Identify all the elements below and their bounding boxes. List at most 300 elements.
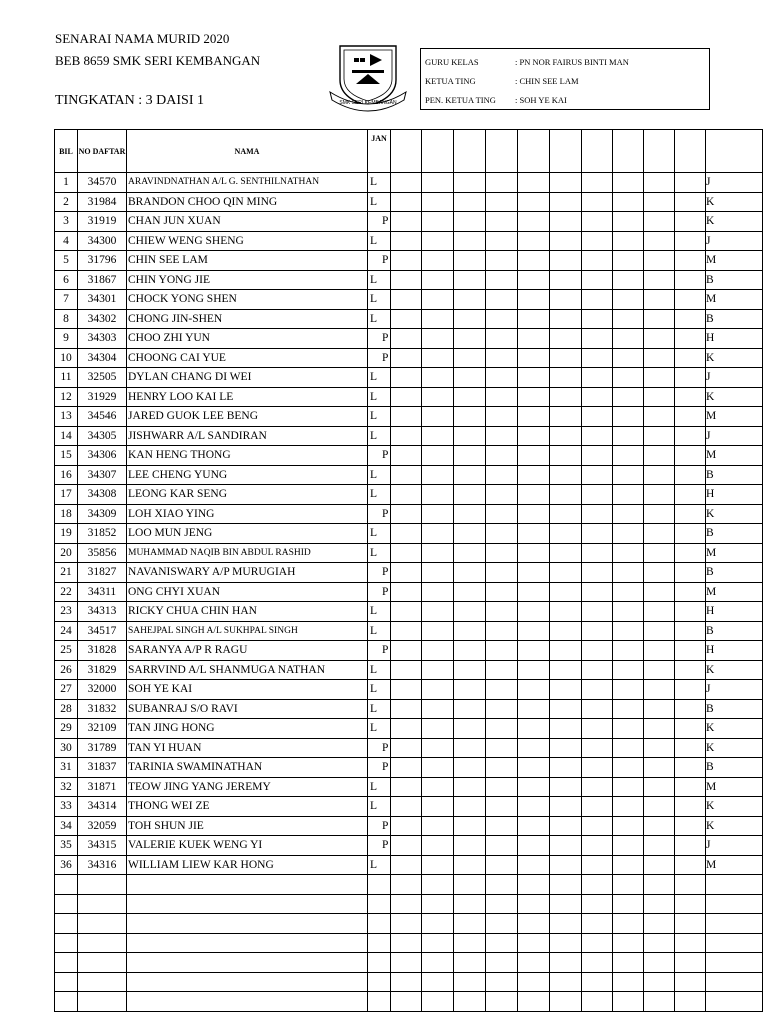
row-blank-cell: [613, 504, 644, 524]
row-blank-cell: [613, 719, 644, 739]
empty-cell: [706, 914, 763, 934]
table-row: [55, 173, 763, 193]
row-jantina: P: [368, 738, 391, 758]
row-bil: 10: [55, 348, 78, 368]
col-header-blank: [613, 130, 644, 173]
row-blank-cell: [550, 368, 582, 388]
empty-cell: [550, 953, 582, 973]
col-header-blank: [550, 130, 582, 173]
row-blank-cell: [644, 680, 675, 700]
row-blank-cell: [582, 231, 613, 251]
row-blank-cell: [675, 543, 706, 563]
table-row: [55, 816, 763, 836]
row-no-daftar: 32505: [78, 368, 127, 388]
row-blank-cell: [518, 563, 550, 583]
empty-cell: [78, 894, 127, 914]
row-blank-cell: [582, 387, 613, 407]
row-blank-cell: [644, 524, 675, 544]
row-blank-cell: [486, 348, 518, 368]
row-bil: 28: [55, 699, 78, 719]
row-bil: 7: [55, 290, 78, 310]
row-bil: 32: [55, 777, 78, 797]
row-bil: 3: [55, 212, 78, 232]
row-bil: 30: [55, 738, 78, 758]
empty-cell: [78, 972, 127, 992]
empty-cell: [486, 933, 518, 953]
row-blank-cell: [675, 368, 706, 388]
row-blank-cell: [518, 387, 550, 407]
empty-cell: [675, 933, 706, 953]
row-blank-cell: [422, 758, 454, 778]
row-blank-cell: [454, 563, 486, 583]
row-blank-cell: [518, 329, 550, 349]
row-blank-cell: [391, 816, 422, 836]
row-jantina: L: [368, 660, 391, 680]
row-blank-cell: [675, 660, 706, 680]
row-blank-cell: [518, 192, 550, 212]
empty-row: [55, 875, 763, 895]
table-row: [55, 407, 763, 427]
row-house: B: [706, 758, 763, 778]
empty-cell: [675, 914, 706, 934]
row-blank-cell: [391, 290, 422, 310]
row-blank-cell: [422, 524, 454, 544]
row-blank-cell: [391, 699, 422, 719]
empty-cell: [55, 953, 78, 973]
row-blank-cell: [675, 836, 706, 856]
row-no-daftar: 31867: [78, 270, 127, 290]
row-bil: 5: [55, 251, 78, 271]
row-no-daftar: 31832: [78, 699, 127, 719]
row-blank-cell: [613, 621, 644, 641]
row-blank-cell: [486, 602, 518, 622]
row-blank-cell: [422, 192, 454, 212]
empty-cell: [368, 894, 391, 914]
empty-row: [55, 972, 763, 992]
info-label: PEN. KETUA TING: [425, 95, 496, 105]
row-blank-cell: [422, 348, 454, 368]
empty-cell: [454, 875, 486, 895]
empty-cell: [518, 894, 550, 914]
row-no-daftar: 34305: [78, 426, 127, 446]
row-blank-cell: [518, 836, 550, 856]
row-blank-cell: [422, 719, 454, 739]
school-code-name: BEB 8659 SMK SERI KEMBANGAN: [55, 53, 261, 68]
row-blank-cell: [486, 251, 518, 271]
row-blank-cell: [518, 543, 550, 563]
row-blank-cell: [550, 231, 582, 251]
row-house: M: [706, 582, 763, 602]
row-blank-cell: [518, 407, 550, 427]
table-row: [55, 368, 763, 388]
row-no-daftar: 34517: [78, 621, 127, 641]
row-blank-cell: [582, 173, 613, 193]
empty-cell: [550, 992, 582, 1012]
row-nama: CHAN JUN XUAN: [127, 212, 368, 232]
col-header-blank: [644, 130, 675, 173]
row-blank-cell: [613, 309, 644, 329]
table-row: [55, 660, 763, 680]
row-jantina: L: [368, 309, 391, 329]
row-blank-cell: [613, 524, 644, 544]
row-blank-cell: [486, 290, 518, 310]
row-jantina: P: [368, 329, 391, 349]
row-jantina: P: [368, 758, 391, 778]
row-bil: 31: [55, 758, 78, 778]
row-house: K: [706, 387, 763, 407]
row-bil: 27: [55, 680, 78, 700]
row-blank-cell: [454, 602, 486, 622]
row-blank-cell: [613, 797, 644, 817]
row-blank-cell: [582, 738, 613, 758]
row-blank-cell: [644, 797, 675, 817]
row-blank-cell: [422, 251, 454, 271]
empty-cell: [644, 894, 675, 914]
row-blank-cell: [675, 446, 706, 466]
row-blank-cell: [582, 251, 613, 271]
empty-cell: [454, 972, 486, 992]
empty-cell: [613, 972, 644, 992]
row-blank-cell: [391, 543, 422, 563]
row-blank-cell: [582, 465, 613, 485]
row-bil: 1: [55, 173, 78, 193]
row-blank-cell: [582, 699, 613, 719]
row-blank-cell: [454, 270, 486, 290]
row-blank-cell: [422, 504, 454, 524]
empty-cell: [454, 953, 486, 973]
empty-cell: [518, 953, 550, 973]
row-blank-cell: [454, 855, 486, 875]
row-blank-cell: [391, 582, 422, 602]
table-row: [55, 504, 763, 524]
row-house: H: [706, 602, 763, 622]
row-blank-cell: [518, 290, 550, 310]
row-blank-cell: [518, 738, 550, 758]
row-blank-cell: [391, 329, 422, 349]
row-blank-cell: [486, 680, 518, 700]
empty-cell: [422, 894, 454, 914]
row-blank-cell: [613, 836, 644, 856]
empty-cell: [127, 992, 368, 1012]
row-blank-cell: [518, 368, 550, 388]
empty-cell: [55, 933, 78, 953]
row-blank-cell: [550, 641, 582, 661]
row-nama: CHIN YONG JIE: [127, 270, 368, 290]
row-house: K: [706, 660, 763, 680]
empty-row: [55, 992, 763, 1012]
row-blank-cell: [391, 309, 422, 329]
row-blank-cell: [518, 504, 550, 524]
row-blank-cell: [518, 270, 550, 290]
row-blank-cell: [644, 641, 675, 661]
row-bil: 8: [55, 309, 78, 329]
row-no-daftar: 34306: [78, 446, 127, 466]
empty-cell: [613, 875, 644, 895]
row-blank-cell: [675, 699, 706, 719]
row-blank-cell: [486, 212, 518, 232]
row-blank-cell: [582, 563, 613, 583]
empty-cell: [55, 992, 78, 1012]
row-nama: TAN YI HUAN: [127, 738, 368, 758]
table-row: [55, 329, 763, 349]
row-blank-cell: [486, 368, 518, 388]
empty-cell: [518, 972, 550, 992]
row-blank-cell: [644, 582, 675, 602]
row-blank-cell: [644, 836, 675, 856]
row-no-daftar: 31984: [78, 192, 127, 212]
row-jantina: L: [368, 192, 391, 212]
row-jantina: L: [368, 290, 391, 310]
col-header-blank: [391, 130, 422, 173]
row-blank-cell: [644, 660, 675, 680]
row-nama: LEONG KAR SENG: [127, 485, 368, 505]
row-blank-cell: [675, 504, 706, 524]
row-blank-cell: [582, 212, 613, 232]
row-blank-cell: [550, 290, 582, 310]
info-row-ketua-ting: [425, 76, 579, 86]
empty-cell: [127, 914, 368, 934]
row-blank-cell: [391, 641, 422, 661]
row-blank-cell: [486, 309, 518, 329]
row-blank-cell: [454, 543, 486, 563]
row-nama: ONG CHYI XUAN: [127, 582, 368, 602]
row-blank-cell: [644, 621, 675, 641]
row-blank-cell: [422, 797, 454, 817]
row-blank-cell: [486, 816, 518, 836]
table-row: [55, 465, 763, 485]
info-row-guru-kelas: [425, 57, 629, 67]
empty-cell: [454, 933, 486, 953]
row-blank-cell: [454, 719, 486, 739]
row-house: K: [706, 348, 763, 368]
row-blank-cell: [391, 251, 422, 271]
row-no-daftar: 34570: [78, 173, 127, 193]
row-blank-cell: [550, 270, 582, 290]
empty-cell: [55, 894, 78, 914]
row-blank-cell: [613, 738, 644, 758]
row-blank-cell: [644, 290, 675, 310]
row-blank-cell: [550, 680, 582, 700]
row-blank-cell: [675, 212, 706, 232]
table-row: [55, 563, 763, 583]
info-label: KETUA TING: [425, 76, 476, 86]
row-house: M: [706, 251, 763, 271]
row-blank-cell: [422, 641, 454, 661]
row-jantina: L: [368, 680, 391, 700]
row-blank-cell: [644, 407, 675, 427]
table-row: [55, 758, 763, 778]
row-no-daftar: 34300: [78, 231, 127, 251]
empty-cell: [486, 992, 518, 1012]
row-blank-cell: [675, 251, 706, 271]
row-bil: 17: [55, 485, 78, 505]
row-jantina: L: [368, 524, 391, 544]
row-blank-cell: [454, 641, 486, 661]
row-blank-cell: [550, 719, 582, 739]
col-header-blank: [486, 130, 518, 173]
empty-cell: [613, 933, 644, 953]
row-blank-cell: [550, 777, 582, 797]
row-blank-cell: [550, 524, 582, 544]
row-no-daftar: 31829: [78, 660, 127, 680]
col-header-blank: [454, 130, 486, 173]
row-no-daftar: 34546: [78, 407, 127, 427]
row-no-daftar: 34315: [78, 836, 127, 856]
row-blank-cell: [422, 173, 454, 193]
row-blank-cell: [391, 680, 422, 700]
row-jantina: P: [368, 836, 391, 856]
row-blank-cell: [454, 485, 486, 505]
row-blank-cell: [582, 329, 613, 349]
row-no-daftar: 34307: [78, 465, 127, 485]
row-jantina: P: [368, 446, 391, 466]
row-blank-cell: [422, 270, 454, 290]
row-blank-cell: [675, 777, 706, 797]
row-blank-cell: [582, 426, 613, 446]
row-no-daftar: 34311: [78, 582, 127, 602]
empty-cell: [706, 894, 763, 914]
row-blank-cell: [550, 173, 582, 193]
row-nama: DYLAN CHANG DI WEI: [127, 368, 368, 388]
row-blank-cell: [486, 758, 518, 778]
row-nama: LOO MUN JENG: [127, 524, 368, 544]
row-blank-cell: [675, 290, 706, 310]
row-nama: HENRY LOO KAI LE: [127, 387, 368, 407]
empty-cell: [613, 894, 644, 914]
row-blank-cell: [454, 290, 486, 310]
row-blank-cell: [613, 192, 644, 212]
row-no-daftar: 31837: [78, 758, 127, 778]
row-jantina: P: [368, 251, 391, 271]
info-value: : PN NOR FAIRUS BINTI MAN: [515, 57, 629, 67]
row-blank-cell: [582, 777, 613, 797]
row-blank-cell: [613, 251, 644, 271]
empty-cell: [127, 972, 368, 992]
row-blank-cell: [613, 348, 644, 368]
col-header-blank: [518, 130, 550, 173]
row-blank-cell: [675, 348, 706, 368]
row-blank-cell: [550, 446, 582, 466]
row-blank-cell: [644, 251, 675, 271]
empty-cell: [675, 875, 706, 895]
empty-cell: [55, 875, 78, 895]
table-row: [55, 777, 763, 797]
row-bil: 33: [55, 797, 78, 817]
row-blank-cell: [582, 192, 613, 212]
row-bil: 20: [55, 543, 78, 563]
row-blank-cell: [391, 758, 422, 778]
row-blank-cell: [644, 173, 675, 193]
row-blank-cell: [550, 485, 582, 505]
row-bil: 13: [55, 407, 78, 427]
row-house: B: [706, 309, 763, 329]
info-value: : CHIN SEE LAM: [515, 76, 579, 86]
row-blank-cell: [675, 641, 706, 661]
table-row: [55, 738, 763, 758]
row-nama: WILLIAM LIEW KAR HONG: [127, 855, 368, 875]
row-blank-cell: [391, 212, 422, 232]
empty-cell: [422, 875, 454, 895]
empty-cell: [706, 953, 763, 973]
row-blank-cell: [486, 524, 518, 544]
row-blank-cell: [550, 543, 582, 563]
row-jantina: L: [368, 173, 391, 193]
row-blank-cell: [391, 348, 422, 368]
row-blank-cell: [675, 309, 706, 329]
row-blank-cell: [644, 368, 675, 388]
row-bil: 24: [55, 621, 78, 641]
row-nama: NAVANISWARY A/P MURUGIAH: [127, 563, 368, 583]
row-blank-cell: [550, 309, 582, 329]
row-blank-cell: [454, 758, 486, 778]
row-blank-cell: [550, 758, 582, 778]
empty-cell: [422, 953, 454, 973]
empty-cell: [454, 992, 486, 1012]
empty-cell: [582, 894, 613, 914]
row-nama: CHOO ZHI YUN: [127, 329, 368, 349]
empty-cell: [486, 953, 518, 973]
empty-cell: [706, 972, 763, 992]
empty-cell: [486, 875, 518, 895]
row-no-daftar: 32000: [78, 680, 127, 700]
table-row: [55, 426, 763, 446]
row-house: B: [706, 465, 763, 485]
col-header-bil: BIL: [55, 130, 78, 173]
row-no-daftar: 31789: [78, 738, 127, 758]
empty-cell: [368, 933, 391, 953]
row-house: H: [706, 329, 763, 349]
row-blank-cell: [518, 699, 550, 719]
row-blank-cell: [391, 602, 422, 622]
row-no-daftar: 31828: [78, 641, 127, 661]
row-blank-cell: [613, 582, 644, 602]
row-blank-cell: [644, 758, 675, 778]
row-blank-cell: [454, 699, 486, 719]
row-blank-cell: [550, 212, 582, 232]
row-blank-cell: [454, 465, 486, 485]
empty-cell: [518, 933, 550, 953]
row-jantina: L: [368, 855, 391, 875]
row-house: J: [706, 680, 763, 700]
row-nama: SAHEJPAL SINGH A/L SUKHPAL SINGH: [127, 621, 368, 641]
row-blank-cell: [644, 212, 675, 232]
row-blank-cell: [391, 719, 422, 739]
row-blank-cell: [391, 426, 422, 446]
row-bil: 9: [55, 329, 78, 349]
row-blank-cell: [613, 680, 644, 700]
row-blank-cell: [644, 426, 675, 446]
row-blank-cell: [518, 797, 550, 817]
row-blank-cell: [422, 309, 454, 329]
empty-cell: [613, 992, 644, 1012]
row-house: J: [706, 173, 763, 193]
table-row: [55, 251, 763, 271]
list-title: SENARAI NAMA MURID 2020: [55, 31, 230, 46]
row-house: J: [706, 426, 763, 446]
row-blank-cell: [518, 641, 550, 661]
row-blank-cell: [422, 836, 454, 856]
empty-row: [55, 933, 763, 953]
row-house: K: [706, 816, 763, 836]
row-jantina: P: [368, 563, 391, 583]
empty-cell: [675, 992, 706, 1012]
row-blank-cell: [518, 485, 550, 505]
row-blank-cell: [391, 524, 422, 544]
row-blank-cell: [582, 641, 613, 661]
row-blank-cell: [613, 777, 644, 797]
row-no-daftar: 34301: [78, 290, 127, 310]
row-blank-cell: [454, 504, 486, 524]
